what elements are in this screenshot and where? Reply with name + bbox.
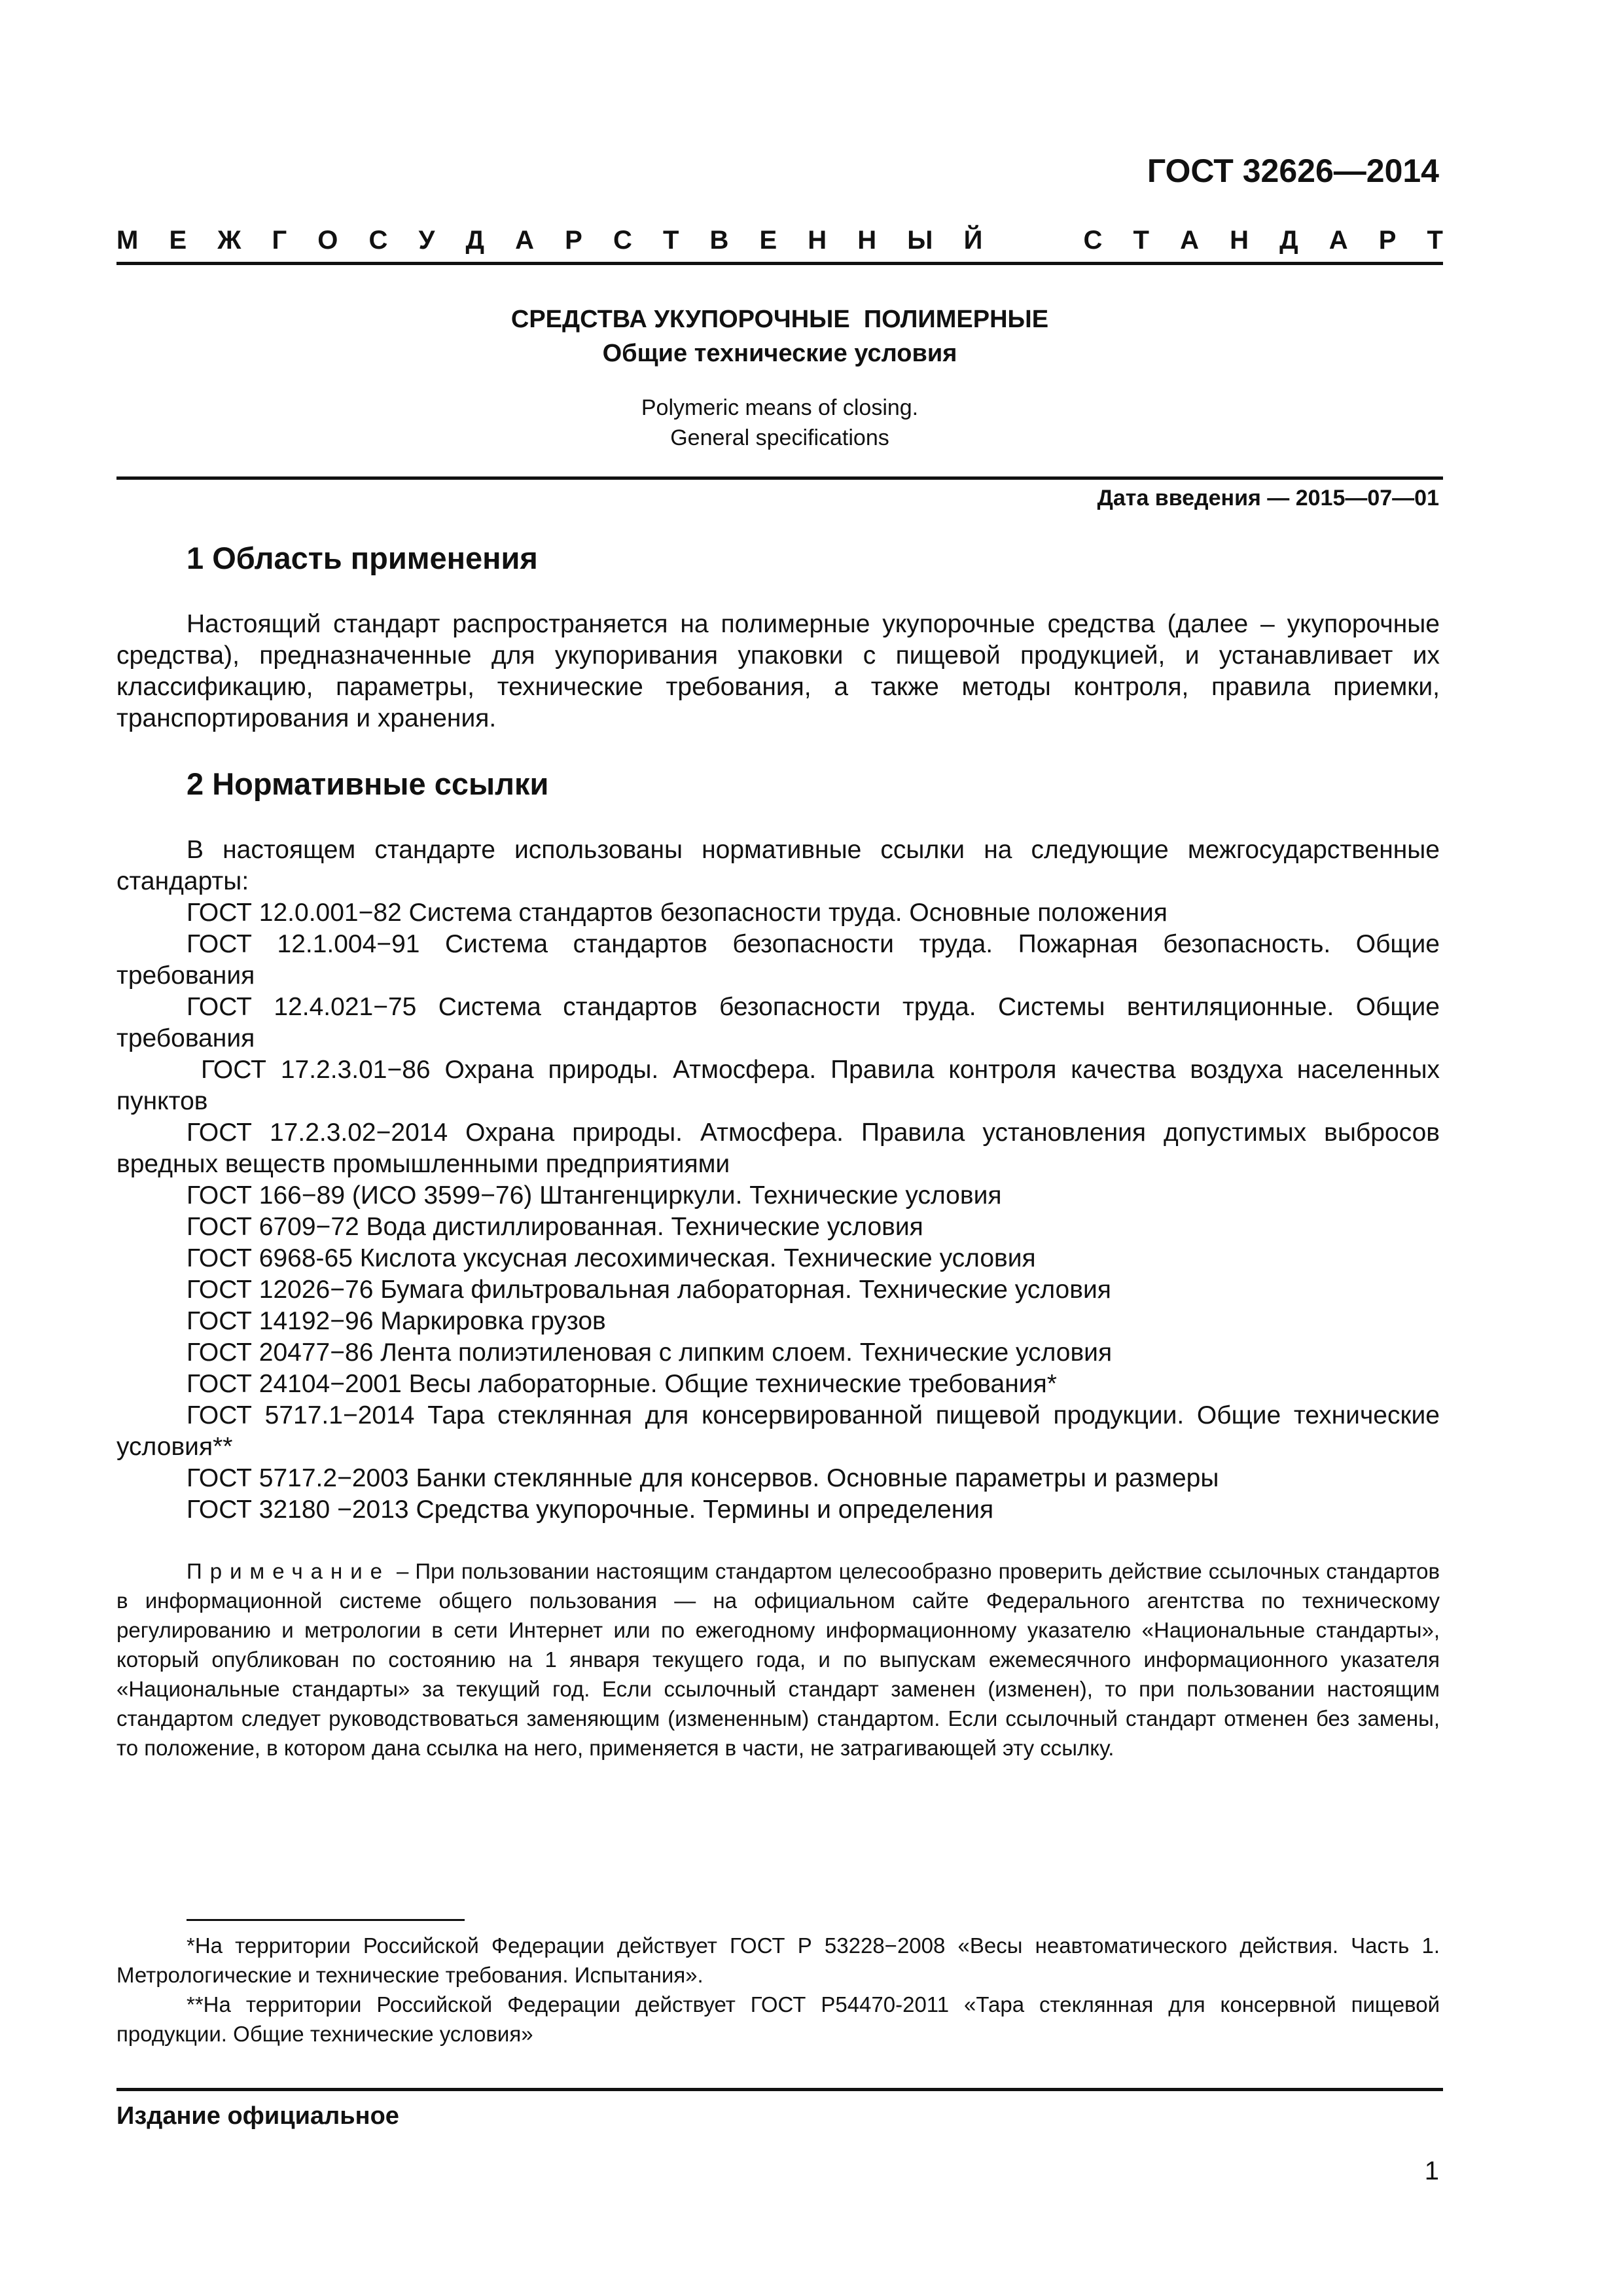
banner-letter: С [613,226,632,255]
banner-letter: Й [963,226,983,255]
title-ru-line1: СРЕДСТВА УКУПОРОЧНЫЕ ПОЛИМЕРНЫЕ [510,306,1049,333]
banner-letter: А [515,226,535,255]
banner-letter: Н [1230,226,1249,255]
banner-letter: Е [169,226,187,255]
banner-letter: Т [1427,226,1443,255]
title-rule [116,476,1443,480]
footnote-separator [187,1919,465,1921]
page-number: 1 [1424,2157,1439,2185]
banner-letter: Г [272,226,287,255]
banner-letter: С [368,226,388,255]
reference-item: ГОСТ 32180 −2013 Средства укупорочные. Термины и определения [187,1496,994,1524]
document-title-ru [116,302,1443,370]
interstate-standard-banner [116,226,1443,255]
section1-text: Настоящий стандарт распространяется на полимерные укупорочные средства (далее – укупорочные средства), предназначенные для укупоривания упаковки с пищевой продукцией, и устанавливает их классификацию, параметры, технические требования, а также методы контроля, правила приемки, транспортирования и хранения. [116,610,1440,732]
banner-letter: Н [808,226,827,255]
reference-item: ГОСТ 6968-65 Кислота уксусная лесохимическая. Технические условия [187,1244,1036,1272]
banner-letter: Д [1279,226,1298,255]
section1-heading: 1 Область применения [187,541,538,575]
banner-word-gap [1013,226,1052,255]
reference-item: ГОСТ 12.0.001−82 Система стандартов безопасности труда. Основные положения [187,899,1168,927]
banner-letter: А [1329,226,1348,255]
reference-item: ГОСТ 166−89 (ИСО 3599−76) Штангенциркули. Технические условия [187,1181,1002,1210]
banner-letter: В [709,226,729,255]
banner-letter: У [418,226,435,255]
banner-letter: Е [759,226,777,255]
banner-letter: Т [662,226,679,255]
reference-item: ГОСТ 14192−96 Маркировка грузов [187,1307,606,1335]
footnotes [116,1931,1440,2049]
official-edition-label: Издание официальное [116,2102,399,2130]
banner-letter: Р [1378,226,1397,255]
document-number: ГОСТ 32626—2014 [1147,152,1439,189]
banner-letter: А [1180,226,1199,255]
title-ru-line2: Общие технические условия [602,340,957,367]
introduction-date: Дата введения — 2015—07—01 [1097,486,1439,511]
references-lead: В настоящем стандарте использованы нормативные ссылки на следующие межгосударственные стандарты: [116,836,1440,895]
reference-item: ГОСТ 6709−72 Вода дистиллированная. Технические условия [187,1213,923,1241]
note-paragraph [116,1556,1440,1763]
normative-references [116,834,1447,1526]
reference-item: ГОСТ 12.4.021−75 Система стандартов безопасности труда. Системы вентиляционные. Общие требования [116,993,1440,1052]
title-en-line1: Polymeric means of closing. [641,395,919,420]
reference-item: ГОСТ 12026−76 Бумага фильтровальная лабораторная. Технические условия [187,1276,1111,1304]
footnote-item: **На территории Российской Федерации действует ГОСТ Р54470-2011 «Тара стеклянная для консервной пищевой продукции. Общие технические условия» [116,1992,1440,2046]
note-label: Примечание [187,1559,391,1583]
banner-letter: Н [857,226,877,255]
reference-item: ГОСТ 5717.1−2014 Тара стеклянная для консервированной пищевой продукции. Общие технические условия** [116,1401,1440,1461]
banner-letter: О [317,226,338,255]
reference-item: ГОСТ 20477−86 Лента полиэтиленовая с липким слоем. Технические условия [187,1338,1113,1367]
section2-heading: 2 Нормативные ссылки [187,766,549,801]
reference-item: ГОСТ 12.1.004−91 Система стандартов безопасности труда. Пожарная безопасность. Общие требования [116,930,1440,990]
note-text: – При пользовании настоящим стандартом целесообразно проверить действие ссылочных стандартов в информационной системе общего пользования — на официальном сайте Федерального агентства по техническому регулированию и метрологии в сети Интернет или по ежегодному информационному указателю «Национальные стандарты», который опубликован по состоянию на 1 января текущего года, и по выпускам ежемесячного информационного указателя «Национальные стандарты» за текущий год. Если ссылочный стандарт заменен (изменен), то при пользовании настоящим стандартом следует руководствоваться заменяющим (измененным) стандартом. Если ссылочный стандарт отменен без замены, то положение, в котором дана ссылка на него, применяется в части, не затрагивающей эту ссылку. [116,1559,1440,1760]
reference-item: ГОСТ 17.2.3.02−2014 Охрана природы. Атмосфера. Правила установления допустимых выбросов вредных веществ промышленными предприятиями [116,1119,1440,1178]
reference-item: ГОСТ 17.2.3.01−86 Охрана природы. Атмосфера. Правила контроля качества воздуха населенных пунктов [116,1056,1447,1115]
banner-letter: Р [565,226,582,255]
header-rule [116,262,1443,265]
banner-letter: Ы [907,226,933,255]
banner-letter: М [116,226,139,255]
document-title-en [116,393,1443,453]
footer-rule [116,2088,1443,2091]
banner-letter: С [1083,226,1103,255]
banner-letter: Т [1133,226,1149,255]
footnote-item: *На территории Российской Федерации действует ГОСТ Р 53228−2008 «Весы неавтоматического действия. Часть 1. Метрологические и технические требования. Испытания». [116,1933,1440,1987]
banner-letter: Ж [217,226,241,255]
reference-item: ГОСТ 5717.2−2003 Банки стеклянные для консервов. Основные параметры и размеры [187,1464,1219,1492]
banner-letter: Д [465,226,485,255]
reference-item: ГОСТ 24104−2001 Весы лабораторные. Общие технические требования* [187,1370,1057,1398]
title-en-line2: General specifications [670,425,889,450]
